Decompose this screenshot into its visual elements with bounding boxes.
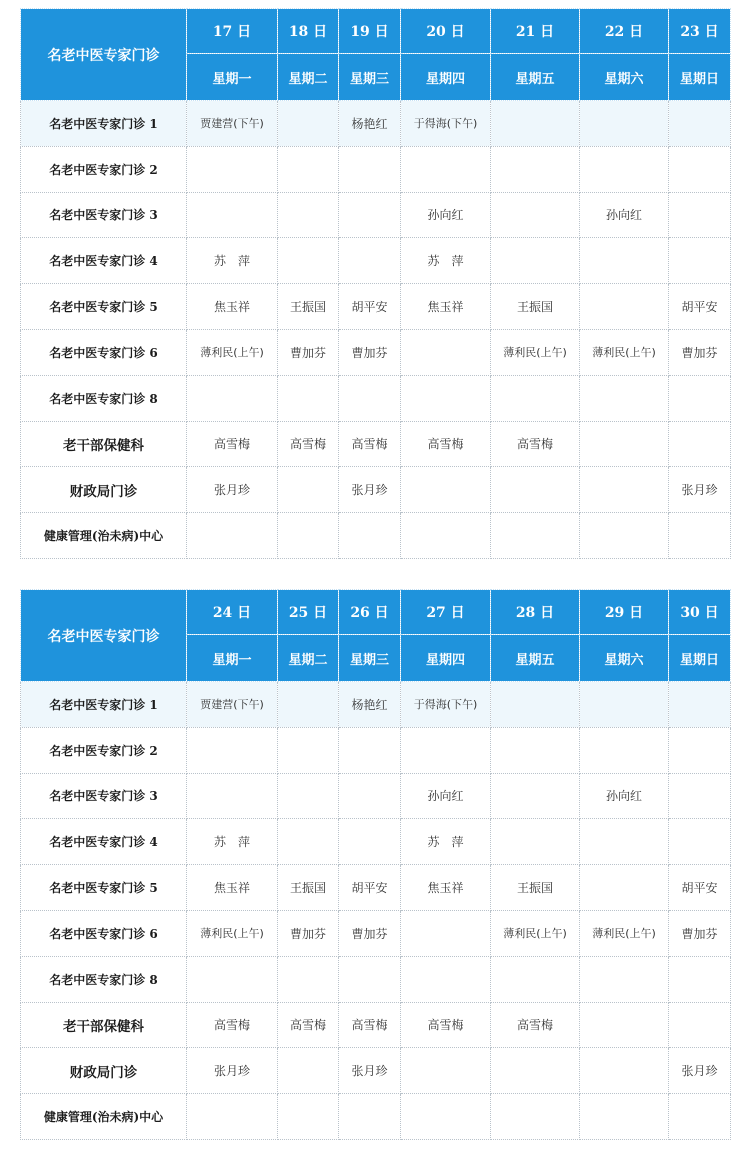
date-header: 20 日 (401, 9, 491, 54)
department-name: 健康管理(治未病)中心 (21, 513, 187, 559)
doctor-cell (187, 146, 278, 192)
doctor-cell: 高雪梅 (278, 421, 339, 467)
table-row (21, 329, 731, 375)
doctor-cell (278, 467, 339, 513)
doctor-cell: 张月珍 (669, 1048, 731, 1094)
date-header: 30 日 (669, 590, 731, 635)
doctor-cell (669, 773, 731, 819)
doctor-cell: 胡平安 (669, 284, 731, 330)
table-row (21, 956, 731, 1002)
doctor-cell (278, 101, 339, 147)
date-header: 18 日 (278, 9, 339, 54)
doctor-cell: 薄利民(上午) (491, 910, 580, 956)
date-header: 21 日 (491, 9, 580, 54)
doctor-cell (278, 375, 339, 421)
doctor-cell (580, 375, 669, 421)
doctor-cell: 王振国 (491, 865, 580, 911)
department-name: 健康管理(治未病)中心 (21, 1094, 187, 1140)
doctor-cell: 贾建营(下午) (187, 101, 278, 147)
weekday-header: 星期六 (580, 635, 669, 682)
table-row (21, 421, 731, 467)
doctor-cell (580, 819, 669, 865)
doctor-cell: 高雪梅 (187, 421, 278, 467)
table-row (21, 773, 731, 819)
doctor-cell (580, 865, 669, 911)
doctor-cell (669, 375, 731, 421)
weekday-header: 星期三 (339, 54, 401, 101)
doctor-cell (339, 819, 401, 865)
doctor-cell: 张月珍 (669, 467, 731, 513)
doctor-cell (669, 1094, 731, 1140)
doctor-cell: 高雪梅 (491, 421, 580, 467)
table-row (21, 467, 731, 513)
doctor-cell: 薄利民(上午) (491, 329, 580, 375)
doctor-cell: 苏 萍 (187, 238, 278, 284)
doctor-cell: 孙向红 (401, 192, 491, 238)
department-name: 老干部保健科 (21, 1002, 187, 1048)
doctor-cell: 高雪梅 (339, 1002, 401, 1048)
doctor-cell: 曹加芬 (278, 329, 339, 375)
doctor-cell (580, 1094, 669, 1140)
doctor-cell: 高雪梅 (401, 421, 491, 467)
doctor-cell: 苏 萍 (401, 819, 491, 865)
date-header: 25 日 (278, 590, 339, 635)
doctor-cell (401, 513, 491, 559)
doctor-cell: 苏 萍 (187, 819, 278, 865)
weekday-header: 星期日 (669, 635, 731, 682)
doctor-cell (187, 375, 278, 421)
doctor-cell: 高雪梅 (278, 1002, 339, 1048)
doctor-cell (491, 682, 580, 728)
doctor-cell: 贾建营(下午) (187, 682, 278, 728)
doctor-cell (339, 192, 401, 238)
date-header: 22 日 (580, 9, 669, 54)
doctor-cell (401, 727, 491, 773)
doctor-cell: 杨艳红 (339, 682, 401, 728)
table-row (21, 101, 731, 147)
doctor-cell (669, 146, 731, 192)
doctor-cell (669, 727, 731, 773)
doctor-cell (187, 192, 278, 238)
doctor-cell: 曹加芬 (278, 910, 339, 956)
table-row (21, 375, 731, 421)
doctor-cell: 薄利民(上午) (187, 329, 278, 375)
doctor-cell (278, 192, 339, 238)
table-corner-title: 名老中医专家门诊 (21, 9, 187, 101)
doctor-cell (669, 513, 731, 559)
department-name: 名老中医专家门诊 2 (21, 727, 187, 773)
doctor-cell (401, 375, 491, 421)
doctor-cell (339, 727, 401, 773)
doctor-cell: 张月珍 (187, 467, 278, 513)
doctor-cell (187, 1094, 278, 1140)
doctor-cell (401, 956, 491, 1002)
department-name: 名老中医专家门诊 5 (21, 284, 187, 330)
doctor-cell: 曹加芬 (669, 329, 731, 375)
department-name: 名老中医专家门诊 4 (21, 819, 187, 865)
department-name: 名老中医专家门诊 8 (21, 956, 187, 1002)
date-header: 24 日 (187, 590, 278, 635)
table-corner-title: 名老中医专家门诊 (21, 590, 187, 682)
table-row (21, 238, 731, 284)
doctor-cell: 薄利民(上午) (580, 329, 669, 375)
weekday-header: 星期二 (278, 635, 339, 682)
table-row (21, 682, 731, 728)
date-header: 17 日 (187, 9, 278, 54)
table-row (21, 727, 731, 773)
doctor-cell (278, 773, 339, 819)
date-header: 26 日 (339, 590, 401, 635)
doctor-cell (401, 1048, 491, 1094)
doctor-cell: 张月珍 (187, 1048, 278, 1094)
table-row (21, 146, 731, 192)
doctor-cell (580, 146, 669, 192)
table-row (21, 819, 731, 865)
doctor-cell (339, 238, 401, 284)
date-header: 27 日 (401, 590, 491, 635)
doctor-cell (491, 238, 580, 284)
doctor-cell (580, 238, 669, 284)
table-row (21, 284, 731, 330)
doctor-cell: 胡平安 (669, 865, 731, 911)
table-row (21, 1002, 731, 1048)
doctor-cell (580, 421, 669, 467)
doctor-cell: 王振国 (278, 865, 339, 911)
department-name: 财政局门诊 (21, 1048, 187, 1094)
department-name: 名老中医专家门诊 1 (21, 682, 187, 728)
weekday-header: 星期三 (339, 635, 401, 682)
doctor-cell (580, 727, 669, 773)
weekday-header: 星期日 (669, 54, 731, 101)
table-row (21, 1048, 731, 1094)
doctor-cell (491, 1094, 580, 1140)
doctor-cell (401, 1094, 491, 1140)
table-row (21, 513, 731, 559)
doctor-cell (278, 819, 339, 865)
date-header: 29 日 (580, 590, 669, 635)
date-header: 23 日 (669, 9, 731, 54)
doctor-cell: 胡平安 (339, 865, 401, 911)
doctor-cell (580, 101, 669, 147)
weekday-header: 星期四 (401, 635, 491, 682)
doctor-cell (491, 513, 580, 559)
doctor-cell (339, 513, 401, 559)
doctor-cell (669, 421, 731, 467)
doctor-cell: 高雪梅 (491, 1002, 580, 1048)
doctor-cell (339, 375, 401, 421)
schedule-table-week-1 (20, 8, 731, 559)
doctor-cell (580, 1002, 669, 1048)
doctor-cell (669, 238, 731, 284)
doctor-cell (278, 513, 339, 559)
weekday-header: 星期四 (401, 54, 491, 101)
doctor-cell (339, 956, 401, 1002)
weekday-header: 星期五 (491, 54, 580, 101)
doctor-cell: 高雪梅 (339, 421, 401, 467)
doctor-cell (278, 682, 339, 728)
doctor-cell: 焦玉祥 (401, 284, 491, 330)
doctor-cell (491, 192, 580, 238)
doctor-cell (187, 956, 278, 1002)
doctor-cell (187, 773, 278, 819)
doctor-cell (669, 192, 731, 238)
department-name: 名老中医专家门诊 5 (21, 865, 187, 911)
doctor-cell (491, 146, 580, 192)
department-name: 名老中医专家门诊 4 (21, 238, 187, 284)
doctor-cell (278, 238, 339, 284)
doctor-cell (339, 1094, 401, 1140)
department-name: 名老中医专家门诊 1 (21, 101, 187, 147)
doctor-cell (339, 146, 401, 192)
doctor-cell (669, 101, 731, 147)
doctor-cell (491, 819, 580, 865)
doctor-cell (491, 727, 580, 773)
doctor-cell: 苏 萍 (401, 238, 491, 284)
doctor-cell (401, 467, 491, 513)
doctor-cell (491, 467, 580, 513)
doctor-cell: 高雪梅 (187, 1002, 278, 1048)
doctor-cell (491, 956, 580, 1002)
table-row (21, 1094, 731, 1140)
doctor-cell (278, 956, 339, 1002)
doctor-cell (580, 284, 669, 330)
department-name: 名老中医专家门诊 8 (21, 375, 187, 421)
doctor-cell: 王振国 (278, 284, 339, 330)
doctor-cell: 曹加芬 (339, 910, 401, 956)
doctor-cell (669, 819, 731, 865)
doctor-cell: 张月珍 (339, 1048, 401, 1094)
doctor-cell: 于得海(下午) (401, 682, 491, 728)
doctor-cell (187, 727, 278, 773)
weekday-header: 星期一 (187, 54, 278, 101)
weekday-header: 星期二 (278, 54, 339, 101)
doctor-cell: 焦玉祥 (187, 865, 278, 911)
department-name: 名老中医专家门诊 2 (21, 146, 187, 192)
weekday-header: 星期五 (491, 635, 580, 682)
doctor-cell: 曹加芬 (339, 329, 401, 375)
doctor-cell: 王振国 (491, 284, 580, 330)
doctor-cell (278, 1094, 339, 1140)
doctor-cell: 薄利民(上午) (580, 910, 669, 956)
doctor-cell (669, 682, 731, 728)
doctor-cell (278, 146, 339, 192)
doctor-cell (278, 727, 339, 773)
doctor-cell: 薄利民(上午) (187, 910, 278, 956)
department-name: 名老中医专家门诊 6 (21, 329, 187, 375)
schedule-table-week-2 (20, 589, 731, 1140)
doctor-cell (669, 956, 731, 1002)
doctor-cell (491, 101, 580, 147)
doctor-cell (401, 910, 491, 956)
doctor-cell (580, 1048, 669, 1094)
doctor-cell (580, 956, 669, 1002)
date-header: 19 日 (339, 9, 401, 54)
doctor-cell (187, 513, 278, 559)
department-name: 名老中医专家门诊 3 (21, 192, 187, 238)
table-row (21, 910, 731, 956)
doctor-cell (580, 513, 669, 559)
table-row (21, 192, 731, 238)
doctor-cell (401, 146, 491, 192)
doctor-cell (491, 375, 580, 421)
doctor-cell (669, 1002, 731, 1048)
weekday-header: 星期六 (580, 54, 669, 101)
doctor-cell (278, 1048, 339, 1094)
doctor-cell: 焦玉祥 (187, 284, 278, 330)
weekday-header: 星期一 (187, 635, 278, 682)
doctor-cell (491, 773, 580, 819)
doctor-cell (401, 329, 491, 375)
department-name: 名老中医专家门诊 6 (21, 910, 187, 956)
doctor-cell: 曹加芬 (669, 910, 731, 956)
doctor-cell (580, 467, 669, 513)
doctor-cell: 高雪梅 (401, 1002, 491, 1048)
table-row (21, 865, 731, 911)
doctor-cell: 孙向红 (580, 192, 669, 238)
doctor-cell: 胡平安 (339, 284, 401, 330)
doctor-cell (491, 1048, 580, 1094)
doctor-cell: 于得海(下午) (401, 101, 491, 147)
doctor-cell: 孙向红 (580, 773, 669, 819)
doctor-cell: 张月珍 (339, 467, 401, 513)
doctor-cell: 孙向红 (401, 773, 491, 819)
department-name: 财政局门诊 (21, 467, 187, 513)
doctor-cell: 杨艳红 (339, 101, 401, 147)
doctor-cell (580, 682, 669, 728)
doctor-cell (339, 773, 401, 819)
department-name: 名老中医专家门诊 3 (21, 773, 187, 819)
department-name: 老干部保健科 (21, 421, 187, 467)
doctor-cell: 焦玉祥 (401, 865, 491, 911)
date-header: 28 日 (491, 590, 580, 635)
